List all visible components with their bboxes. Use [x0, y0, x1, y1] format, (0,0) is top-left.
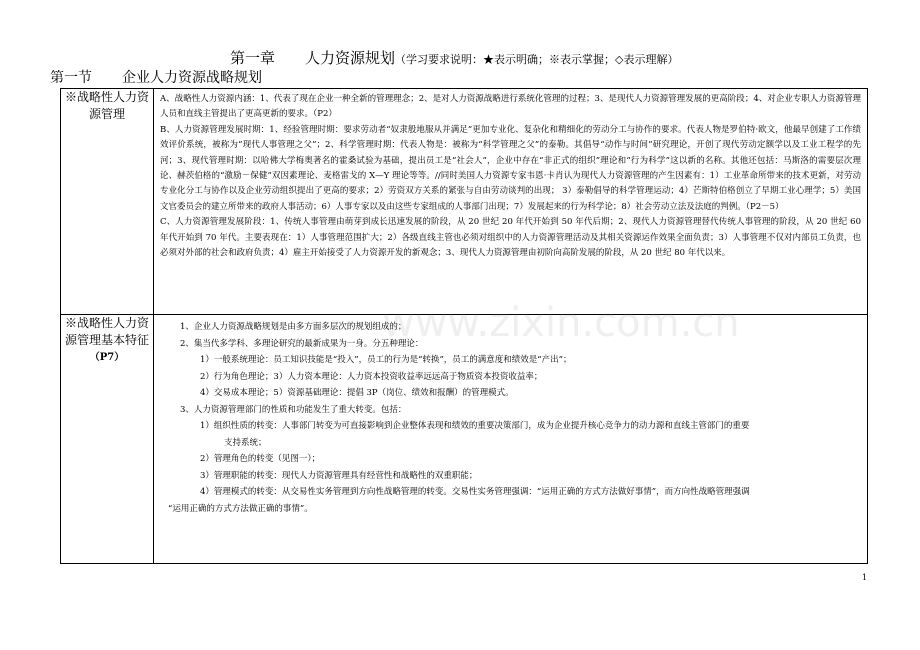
row-content — [154, 89, 868, 315]
paragraph-b: B、人力资源管理发展时期：1、经验管理时期：要求劳动者“奴隶般地服从并满足”更加专业化、复杂化和精细化的劳动分工与协作的要求。代表人物是罗伯特·欧文，他最早创建了工作绩效评价系统，被称为“现代人事管理之父”；2、科学管理时期：代表人物是：被称为“科学管理之父”的泰勒。其倡导“动作与时间”研究理论，开创了现代劳动定额学以及工业工程学的先河；3、现代管理时期：以哈佛大学梅奥著名的霍桑试验为基础，提出员工是“社会人”，企业中存在“非正式的组织”理论和“行为科学”这以新的名称。其他还包括：马斯洛的需要层次理论、赫茨伯格的“激励－保健”双因素理论、麦格雷戈的 X—Y 理论等等。//同时美国人力资源专家韦恩·卡肖认为现代人力资源管理的产生因素有：1）工业革命所带来的技术更新，对劳动专业化分工与协作以及企业劳动组织提出了更高的要求；2）劳资双方关系的紧张与自由劳动谈判的出现； 3）泰勒倡导的科学管理运动；4）芒斯特伯格创立了早期工业心理学；5）美国文官委员会的建立所带来的政府人事活动；6）人事专家以及由这些专家组成的人事部门出现；7）发展起来的行为科学论；8）社会劳动立法及法庭的判例。（P2－5） — [160, 124, 861, 212]
page-number: 1 — [862, 573, 868, 582]
list-item: 3、人力资源管理部门的性质和功能发生了重大转变。包括： — [180, 404, 407, 415]
list-item: 4）交易成本理论；5）资源基础理论：提倡 3P（岗位、绩效和报酬）的管理模式。 — [200, 388, 514, 398]
section-name: 企业人力资源战略规划 — [122, 70, 262, 86]
chapter-title — [230, 47, 679, 68]
section-number: 第一节 — [50, 70, 92, 86]
paragraph-a: A、战略性人力资源内涵：1、代表了现在企业一种全新的管理理念；2、是对人力资源战略进行系统化管理的过程；3、是现代人力资源管理发展的更高阶段；4、对企业专职人力资源管理人员和直线主管提出了更高更新的要求。（P2） — [160, 94, 861, 120]
row-label-text: ※战略性人力资源管理基本特征 — [64, 316, 149, 347]
row-label — [61, 89, 154, 315]
table-row — [61, 89, 868, 315]
watermark: www.zixin.com.cn — [382, 300, 740, 346]
list-item: 4）管理模式的转变：从交易性实务管理到方向性战略管理的转变。交易性实务管理强调：“运用正确的方式方法做好事情”，而方向性战略管理强调 — [200, 487, 750, 497]
row-label-ref: （P7） — [89, 352, 125, 363]
list-item: 2、集当代多学科、多理论研究的最新成果为一身。分五种理论： — [180, 338, 424, 349]
chapter-number: 第一章 — [230, 49, 276, 67]
chapter-name: 人力资源规划 — [305, 49, 396, 67]
list-item: 2）管理角色的转变（见图一）； — [200, 454, 321, 464]
list-item: 1）组织性质的转变：人事部门转变为可直接影响到企业整体表现和绩效的重要决策部门，成为企业提升核心竞争力的动力源和直线主管部门的重要 — [200, 421, 750, 431]
row-label-text: ※战略性人力资源管理 — [64, 90, 149, 121]
paragraph-c: C、人力资源管理发展阶段：1、传统人事管理由萌芽到成长迅速发展的阶段，从 20 世纪 20 年代开始到 50 年代后期；2、现代人力资源管理替代传统人事管理的阶段，从 20 世纪 60 年代开始到 70 年代。主要表现在：1）人事管理范围扩大；2）各级直线主管也必须对组织中的人力资源管理活动及其相关资源运作效果全面负责；3）人事管理不仅对内部员工负责，也必须对外部的社会和政府负责；4）雇主开始接受了人力资源开发的新观念；3、现代人力资源管理由初阶向高阶发展的阶段，从 20 世纪 80 年代以来。 — [160, 217, 861, 259]
chapter-note: （学习要求说明：★表示明确；※表示掌握；◇表示理解） — [395, 53, 679, 66]
row-label — [61, 315, 154, 564]
list-item: 3）管理职能的转变：现代人力资源管理具有经营性和战略性的双重职能； — [200, 470, 478, 481]
row-content — [154, 315, 868, 564]
section-title — [50, 67, 262, 87]
list-item: 1）一般系统理论：员工知识技能是“投入”，员工的行为是“转换”，员工的满意度和绩效是“产出”； — [200, 355, 572, 365]
list-item: “运用正确的方式方法做正确的事情”。 — [168, 503, 313, 514]
list-item: 支持系统； — [224, 437, 267, 448]
list-item: 2）行为角色理论；3）人力资本理论：人力资本投资收益率远远高于物质资本投资收益率； — [200, 371, 543, 382]
table-row — [61, 315, 868, 564]
list-item: 1、企业人力资源战略规划是由多方面多层次的规划组成的； — [180, 322, 407, 332]
